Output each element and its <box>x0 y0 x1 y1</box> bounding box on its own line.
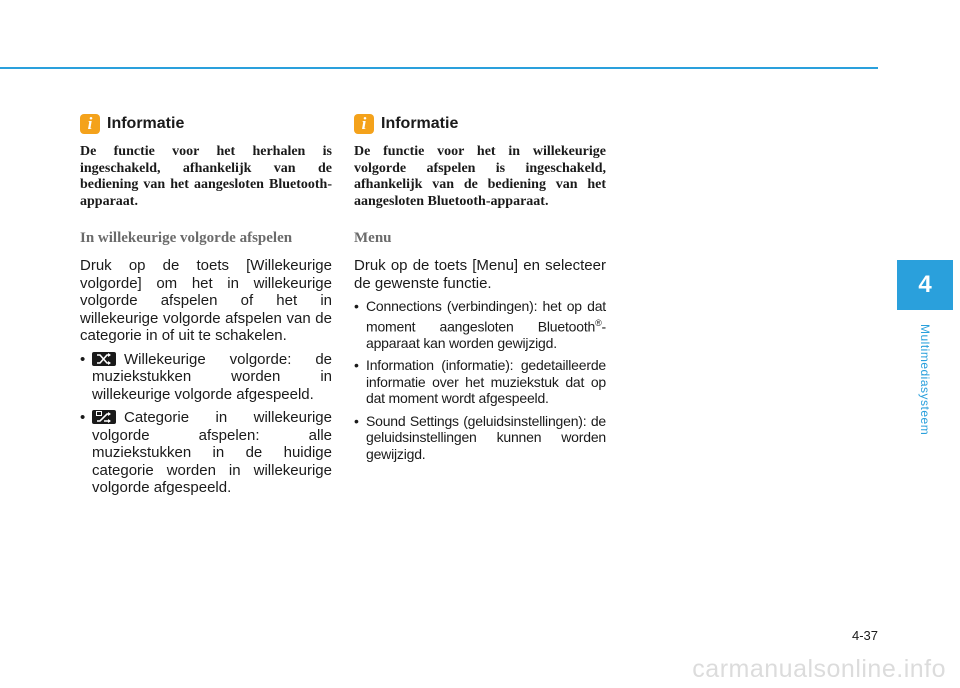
info-icon: i <box>354 114 374 134</box>
bullet-text: Information (informatie): gedetailleerde informatie over het muziekstuk dat op dat moment wordt afgespeeld. <box>366 357 606 407</box>
watermark: carmanualsonline.info <box>692 655 946 683</box>
info-title: Informatie <box>381 115 459 132</box>
chapter-label-text: Multimediasysteem <box>918 324 932 436</box>
registered-mark: ® <box>595 317 602 328</box>
list-item <box>354 413 606 463</box>
right-column <box>354 112 606 462</box>
info-body: De functie voor het in willekeurige volgorde afspelen is ingeschakeld, afhankelijk van de bediening van het aangesloten Bluetooth-apparaat. <box>354 144 606 209</box>
shuffle-bullets <box>80 351 332 497</box>
shuffle-paragraph: Druk op de toets [Willekeurige volgorde] om het in willekeurige volgorde afspelen of het in willekeurige volgorde afspelen van de categorie in of uit te schakelen. <box>80 257 332 344</box>
shuffle-category-icon <box>92 410 116 424</box>
section-title-shuffle: In willekeurige volgorde afspelen <box>80 230 293 246</box>
bullet-text: -apparaat kan worden gewijzigd. <box>366 318 606 351</box>
top-rule <box>0 67 878 69</box>
list-item <box>354 357 606 407</box>
list-item <box>354 298 606 351</box>
list-item <box>80 351 332 404</box>
info-header-left <box>80 112 332 136</box>
bullet-text: Willekeurige volgorde: de muziekstukken worden in willekeurige volgorde afgespeeld. <box>92 350 332 403</box>
info-header-right <box>354 112 606 136</box>
menu-paragraph: Druk op de toets [Menu] en selecteer de gewenste functie. <box>354 257 606 292</box>
bullet-text: Categorie in willekeurige volgorde afspelen: alle muziekstukken in de huidige categorie worden in willekeurige volgorde afgespeeld. <box>92 409 332 496</box>
chapter-label <box>897 310 953 450</box>
bullet-text: Sound Settings (geluidsinstellingen): de geluidsinstellingen kunnen worden gewijzigd. <box>366 412 606 462</box>
section-title-menu: Menu <box>354 230 392 246</box>
info-title: Informatie <box>107 115 185 132</box>
info-icon: i <box>80 114 100 134</box>
info-body: De functie voor het herhalen is ingeschakeld, afhankelijk van de bediening van het aangesloten Bluetooth-apparaat. <box>80 144 332 209</box>
chapter-tab: 4 <box>897 260 953 310</box>
page-number: 4-37 <box>851 628 878 643</box>
shuffle-icon <box>92 352 116 366</box>
left-column <box>80 112 332 497</box>
menu-bullets <box>354 298 606 462</box>
list-item <box>80 409 332 497</box>
bullet-text: Connections (verbindingen): het op dat moment aangesloten Bluetooth <box>366 298 606 335</box>
